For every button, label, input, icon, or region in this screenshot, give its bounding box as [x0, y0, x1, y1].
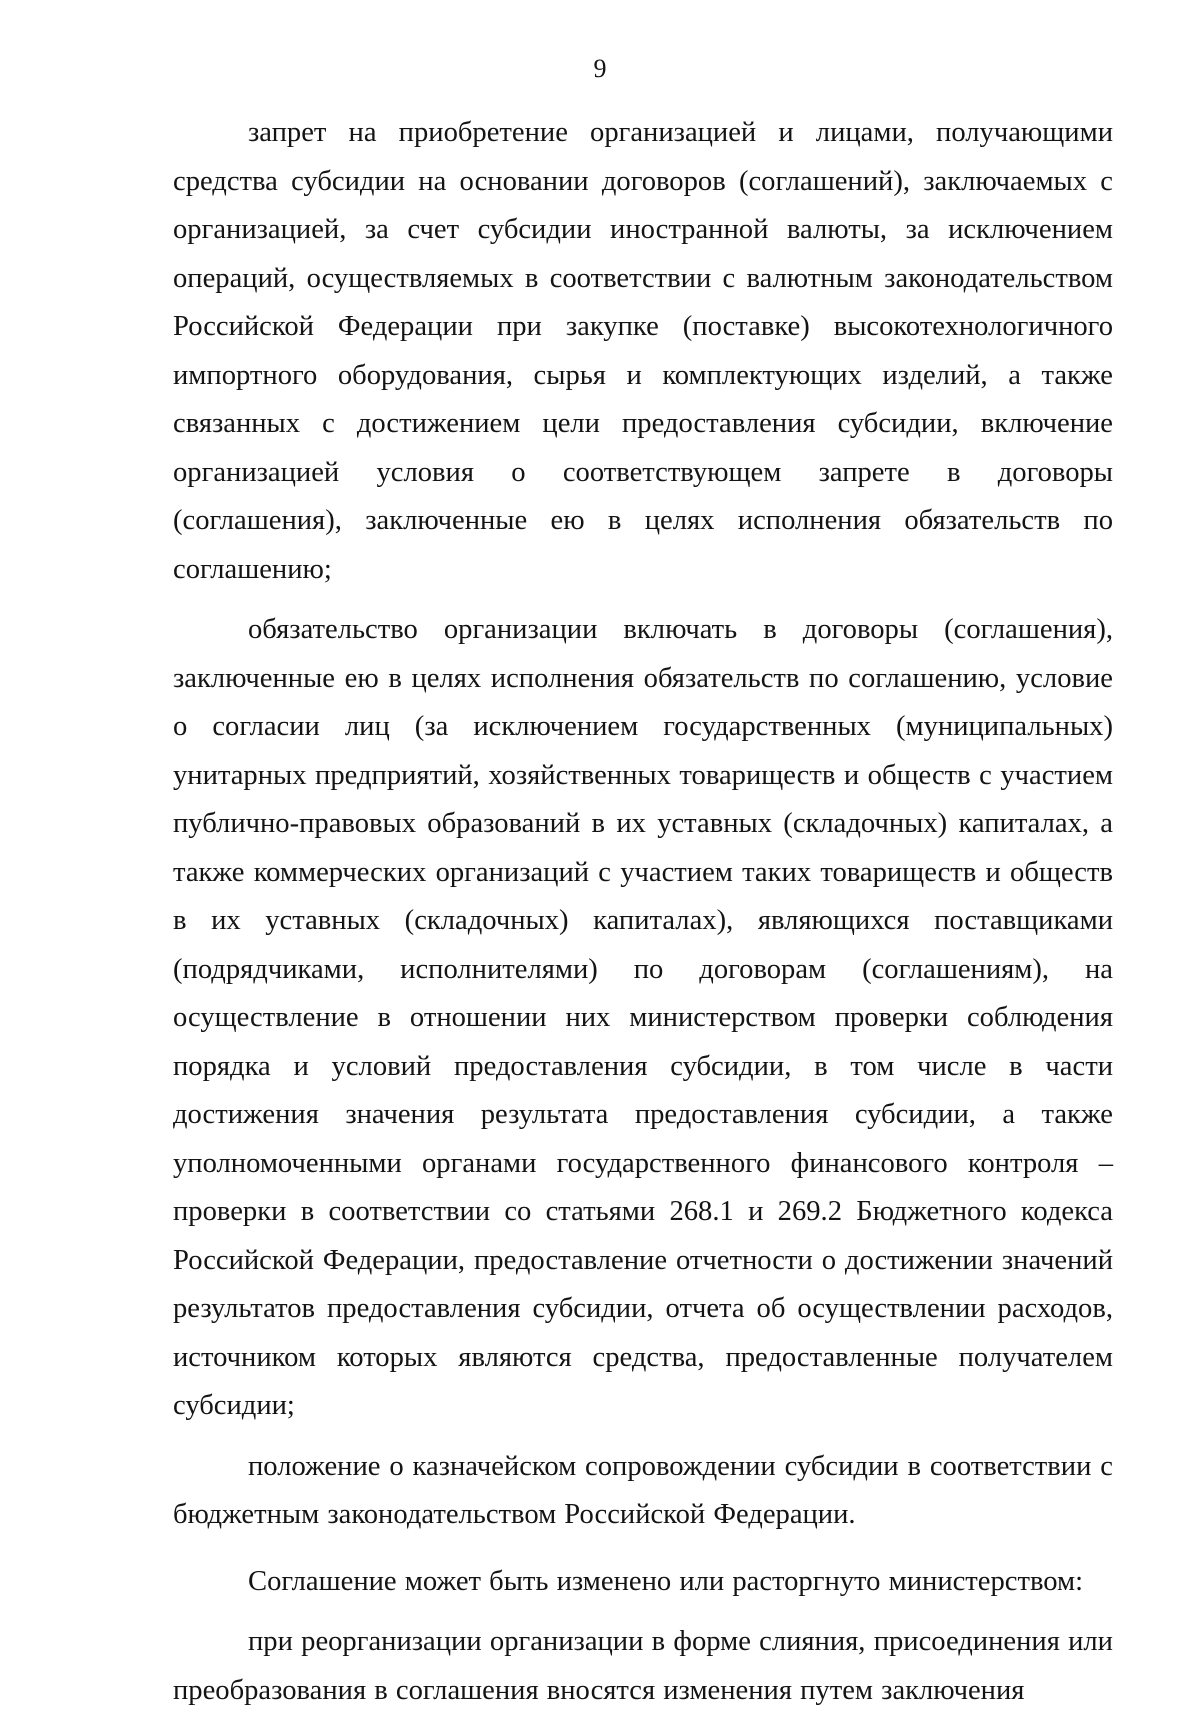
- page-number: 9: [593, 54, 607, 83]
- paragraph-treasury-support: положение о казначейском сопровождении субсидии в соответствии с бюджетным законодательством Российской Федерации.: [173, 1450, 1113, 1530]
- paragraph-inspection-consent: обязательство организации включать в договоры (соглашения), заключенные ею в целях исполнения обязательств по соглашению, условие о согласии лиц (за исключением государственных (муниципальных) унитарных предприятий, хозяйственных товариществ и обществ с участием публично-правовых образований в их уставных (складочных) капиталах, а также коммерческих организаций с участием таких товариществ и обществ в их уставных (складочных) капиталах), являющихся поставщиками (подрядчиками, исполнителями) по договорам (соглашениям), на осуществление в отношении них министерством проверки соблюдения порядка и условий предоставления субсидии, в том числе в части достижения значения результата предоставления субсидии, а также уполномоченными органами государственного финансового контроля – проверки в соответствии со статьями 268.1 и 269.2 Бюджетного кодекса Российской Федерации, предоставление отчетности о достижении значений результатов предоставления субсидии, отчета об осуществлении расходов, источником которых являются средства, предоставленные получателем субсидии;: [173, 614, 1113, 1421]
- document-body: [173, 109, 1113, 1727]
- paragraph-reorganization: при реорганизации организации в форме слияния, присоединения или преобразования в соглашения вносятся изменения путем заключения: [173, 1626, 1113, 1706]
- paragraph-agreement-amendment: Соглашение может быть изменено или расторгнуто министерством:: [248, 1565, 1084, 1597]
- paragraph-currency-prohibition: запрет на приобретение организацией и лицами, получающими средства субсидии на основании договоров (соглашений), заключаемых с организацией, за счет субсидии иностранной валюты, за исключением операций, осуществляемых в соответствии с валютным законодательством Российской Федерации при закупке (поставке) высокотехнологичного импортного оборудования, сырья и комплектующих изделий, а также связанных с достижением цели предоставления субсидии, включение организацией условия о соответствующем запрете в договоры (соглашения), заключенные ею в целях исполнения обязательств по соглашению;: [173, 117, 1113, 585]
